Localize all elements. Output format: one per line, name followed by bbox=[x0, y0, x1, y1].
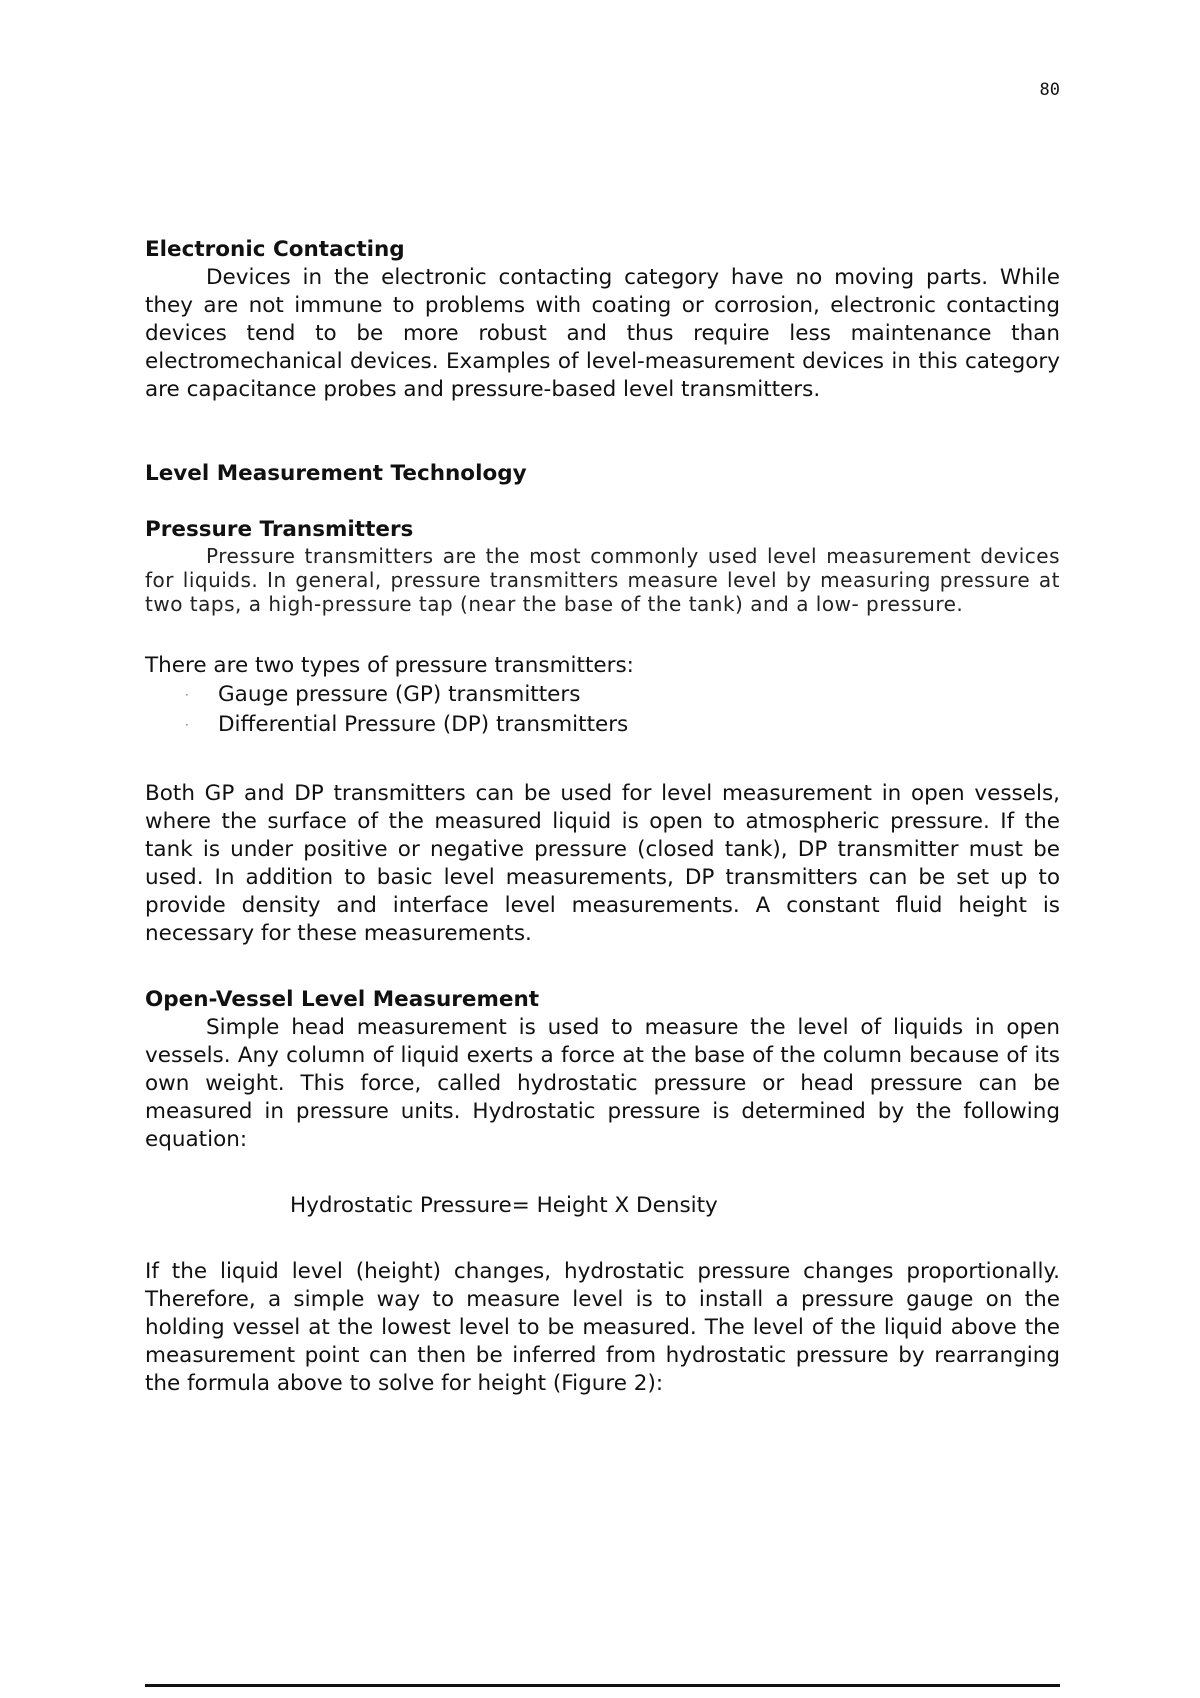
list-item-label: Gauge pressure (GP) transmitters bbox=[218, 682, 581, 707]
list-item bbox=[145, 680, 1060, 710]
bullet-icon: · bbox=[185, 718, 189, 732]
footer-rule bbox=[145, 1684, 1060, 1687]
page-number: 80 bbox=[1039, 80, 1060, 100]
bullet-icon: · bbox=[185, 688, 189, 702]
section-heading-level-measurement: Level Measurement Technology bbox=[145, 461, 527, 486]
pressure-transmitters-paragraph: Pressure transmitters are the most commonly used level measurement devices for liquids. In general, pressure transmitters measure level by measuring pressure at two taps, a high-pressure tap (near the base of the tank) and a low- pressure. bbox=[145, 544, 1060, 616]
section-heading-electronic-contacting: Electronic Contacting bbox=[145, 237, 405, 262]
transmitter-types-list bbox=[145, 680, 1060, 740]
section-heading-open-vessel: Open-Vessel Level Measurement bbox=[145, 987, 540, 1012]
list-item-label: Differential Pressure (DP) transmitters bbox=[218, 712, 629, 737]
hydrostatic-equation: Hydrostatic Pressure= Height X Density bbox=[290, 1193, 718, 1218]
document-body bbox=[145, 236, 1060, 1398]
section-heading-pressure-transmitters: Pressure Transmitters bbox=[145, 517, 414, 542]
list-item bbox=[145, 710, 1060, 740]
transmitter-types-intro: There are two types of pressure transmitters: bbox=[145, 653, 634, 678]
open-vessel-paragraph-2: If the liquid level (height) changes, hydrostatic pressure changes proportionally. Therefore, a simple way to measure level is to install a pressure gauge on the holding vessel at the lowest level to be measured. The level of the liquid above the measurement point can then be inferred from hydrostatic pressure by rearranging the formula above to solve for height (Figure 2): bbox=[145, 1259, 1060, 1396]
gp-dp-paragraph: Both GP and DP transmitters can be used for level measurement in open vessels, where the surface of the measured liquid is open to atmospheric pressure. If the tank is under positive or negative pressure (closed tank), DP transmitter must be used. In addition to basic level measurements, DP transmitters can be set up to provide density and interface level measurements. A constant fluid height is necessary for these measurements. bbox=[145, 781, 1060, 946]
electronic-contacting-paragraph: Devices in the electronic contacting category have no moving parts. While they are not immune to problems with coating or corrosion, electronic contacting devices tend to be more robust and thus require less maintenance than electromechanical devices. Examples of level-measurement devices in this category are capacitance probes and pressure-based level transmitters. bbox=[145, 265, 1060, 402]
open-vessel-paragraph: Simple head measurement is used to measure the level of liquids in open vessels. Any column of liquid exerts a force at the base of the column because of its own weight. This force, called hydrostatic pressure or head pressure can be measured in pressure units. Hydrostatic pressure is determined by the following equation: bbox=[145, 1015, 1060, 1152]
